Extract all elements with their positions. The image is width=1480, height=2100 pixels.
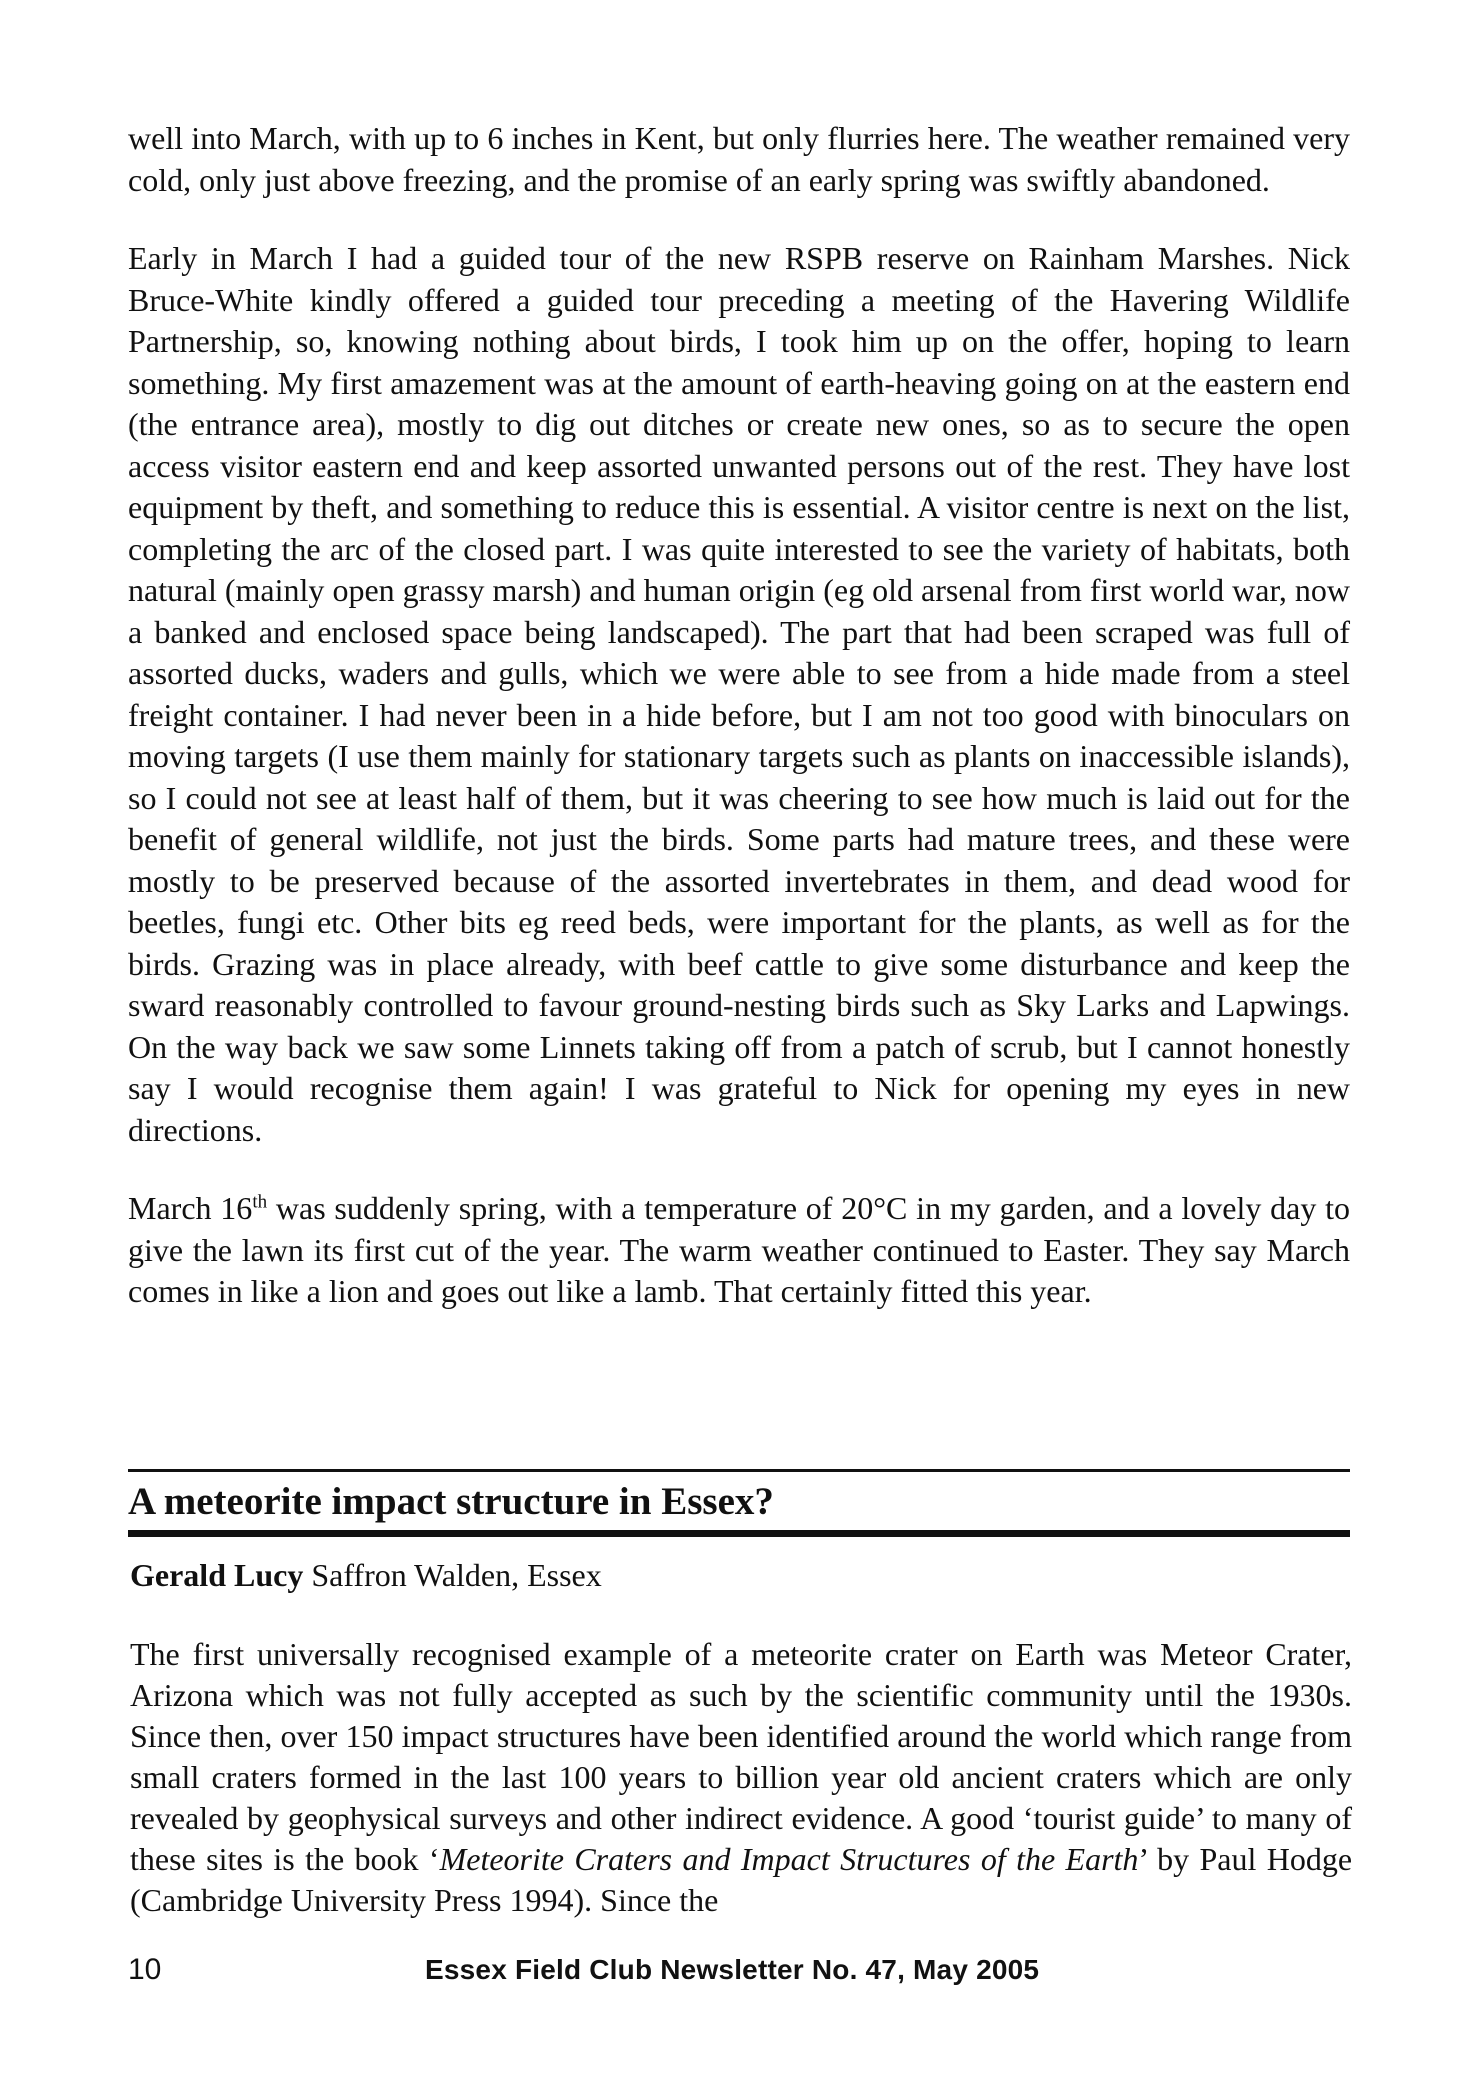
march-paragraph-text: was suddenly spring, with a temperature of 20°C in my garden, and a lovely day to give the lawn its first cut of the year. The warm weather continued to Easter. They say March comes in like a lion and goes out like a lamb. That certainly fitted this year. bbox=[128, 1190, 1351, 1309]
previous-article-continuation bbox=[128, 118, 1350, 1313]
publication-title: Essex Field Club Newsletter No. 47, May 2005 bbox=[425, 1954, 1040, 1985]
author-name: Gerald Lucy bbox=[130, 1557, 304, 1593]
intro-text-after: ’ by Paul Hodge (Cambridge University Press 1994). Since the bbox=[130, 1841, 1353, 1918]
article-byline bbox=[130, 1555, 602, 1596]
article-heading: A meteorite impact structure in Essex? bbox=[128, 1480, 774, 1523]
author-location: Saffron Walden, Essex bbox=[303, 1557, 602, 1593]
paragraph-march-spring bbox=[128, 1188, 1350, 1313]
book-title: Meteorite Craters and Impact Structures of the Earth bbox=[439, 1841, 1139, 1877]
intro-text-before: The first universally recognised example of a meteorite crater on Earth was Meteor Crater, Arizona which was not fully accepted as such by the scientific community until the 1930s. Since then, over 150 impact structures have been identified around the world which range from small craters formed in the last 100 years to billion year old ancient craters which are only revealed by geophysical surveys and other indirect evidence. A good ‘tourist guide’ to many of these sites is the book ‘ bbox=[130, 1636, 1352, 1877]
paragraph-meteor-crater bbox=[130, 1634, 1352, 1921]
article-body bbox=[130, 1634, 1352, 1921]
heading-bottom-rule bbox=[128, 1530, 1350, 1537]
paragraph-weather: well into March, with up to 6 inches in Kent, but only flurries here. The weather remained very cold, only just above freezing, and the promise of an early spring was swiftly abandoned. bbox=[128, 120, 1350, 198]
page-footer bbox=[128, 1952, 1350, 1988]
page-number: 10 bbox=[128, 1953, 162, 1986]
march-date-prefix: March 16 bbox=[128, 1190, 253, 1226]
paragraph-rainham-marshes: Early in March I had a guided tour of the new RSPB reserve on Rainham Marshes. Nick Bruce-White kindly offered a guided tour preceding a meeting of the Havering Wildlife Partnership, so, knowing nothing about birds, I took him up on the offer, hoping to learn something. My first amazement was at the amount of earth-heaving going on at the eastern end (the entrance area), mostly to dig out ditches or create new ones, so as to secure the open access visitor eastern end and keep assorted unwanted persons out of the rest. They have lost equipment by theft, and something to reduce this is essential. A visitor centre is next on the list, completing the arc of the closed part. I was quite interested to see the variety of habitats, both natural (mainly open grassy marsh) and human origin (eg old arsenal from first world war, now a banked and enclosed space being landscaped). The part that had been scraped was full of assorted ducks, waders and gulls, which we were able to see from a hide made from a steel freight container. I had never been in a hide before, but I am not too good with binoculars on moving targets (I use them mainly for stationary targets such as plants on inaccessible islands), so I could not see at least half of them, but it was cheering to see how much is laid out for the benefit of general wildlife, not just the birds. Some parts had mature trees, and these were mostly to be preserved because of the assorted invertebrates in them, and dead wood for beetles, fungi etc. Other bits eg reed beds, were important for the plants, as well as for the birds. Grazing was in place already, with beef cattle to give some disturbance and keep the sward reasonably controlled to favour ground-nesting birds such as Sky Larks and Lapwings. On the way back we saw some Linnets taking off from a patch of scrub, but I cannot honestly say I would recognise them again! I was grateful to Nick for opening my eyes in new directions. bbox=[128, 240, 1350, 1148]
article-heading-block bbox=[128, 1469, 1350, 1537]
ordinal-suffix: th bbox=[252, 1191, 268, 1213]
